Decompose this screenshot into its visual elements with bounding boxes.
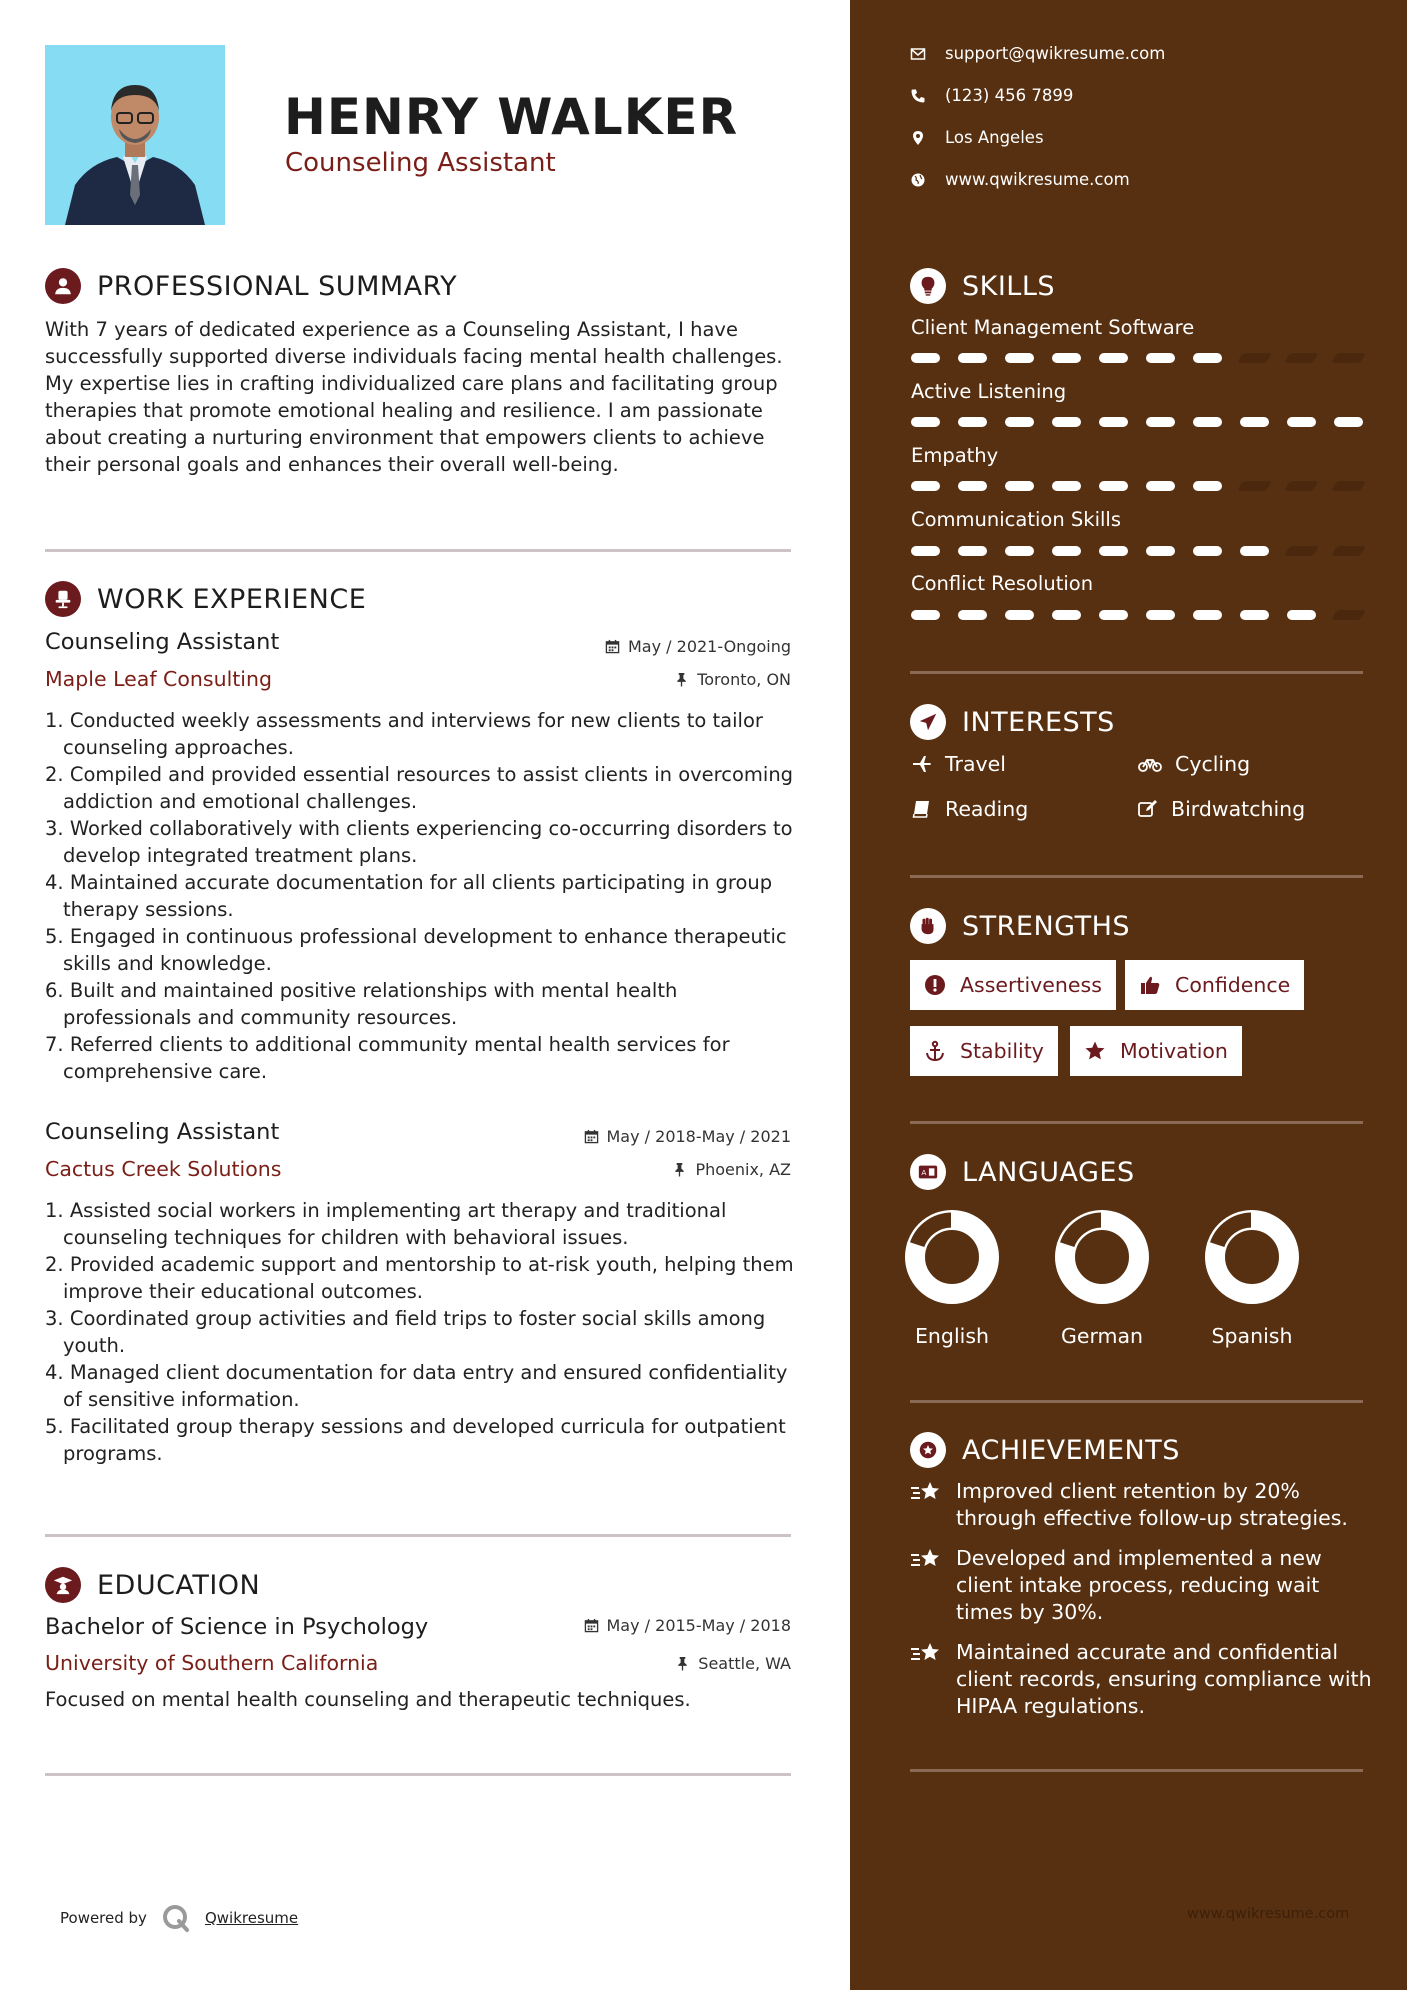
skill-dash [1193, 481, 1222, 491]
skill-dash [1052, 610, 1081, 620]
contact-website: www.qwikresume.com [910, 170, 1130, 189]
svg-text:A: A [921, 1168, 927, 1178]
duty-list [45, 1197, 805, 1467]
skill-dash [1331, 610, 1366, 620]
skill-dash [1237, 353, 1272, 363]
summary-text: With 7 years of dedicated experience as a Counseling Assistant, I have successfully supported diverse individuals facing mental health challenges. My expertise lies in crafting individualized care plans and facilitating group therapies that promote emotional healing and resilience. I am passionate about creating a nurturing environment that empowers clients to achieve their personal goals and enhances their overall well-being. [45, 318, 783, 476]
list-item: Referred clients to additional community mental health services for comprehensive care. [63, 1033, 730, 1083]
phone-icon [910, 88, 926, 104]
skills-heading: SKILLS [910, 268, 1055, 304]
contact-email: support@qwikresume.com [910, 44, 1165, 63]
skill-dash [1146, 417, 1175, 427]
skill-dash [958, 353, 987, 363]
skill-dash [1240, 546, 1269, 556]
skill-dash [911, 610, 940, 620]
skill-dash [1052, 546, 1081, 556]
skill-dash [1193, 417, 1222, 427]
pin-icon [672, 1162, 687, 1177]
calendar-icon [605, 639, 620, 654]
skill-dash [1005, 610, 1034, 620]
skill-dash [1146, 481, 1175, 491]
divider [910, 1121, 1363, 1124]
skill-name: Empathy [911, 444, 999, 467]
strength-badge: Assertiveness [910, 960, 1116, 1010]
languages-heading: A LANGUAGES [910, 1154, 1135, 1190]
list-item: Built and maintained positive relationships with mental health professionals and community resources. [63, 979, 678, 1029]
skill-dash [1284, 546, 1319, 556]
skill-dash [1331, 353, 1366, 363]
skill-dash [1331, 481, 1366, 491]
skill-level [911, 481, 1381, 491]
strengths-heading: STRENGTHS [910, 908, 1130, 944]
achievement-item: Improved client retention by 20% through effective follow-up strategies. [910, 1478, 1380, 1532]
award-icon [910, 1432, 946, 1468]
education-location: Seattle, WA [675, 1654, 791, 1673]
skill-level [911, 353, 1381, 363]
skill-name: Conflict Resolution [911, 572, 1094, 595]
skill-dash [1099, 546, 1128, 556]
skill-level [911, 610, 1381, 620]
list-item: Coordinated group activities and field trips to foster social skills among youth. [63, 1307, 766, 1357]
strength-badge: Confidence [1125, 960, 1304, 1010]
skill-dash [1005, 417, 1034, 427]
footer-url: www.qwikresume.com [1187, 1906, 1350, 1922]
skill-dash [911, 353, 940, 363]
job-location: Phoenix, AZ [672, 1160, 791, 1179]
skill-dash [1287, 417, 1316, 427]
plane-icon [911, 754, 933, 774]
translate-icon [910, 1154, 946, 1190]
divider [45, 549, 791, 552]
list-item: Engaged in continuous professional development to enhance therapeutic skills and knowledge. [63, 925, 787, 975]
skill-dash [1237, 481, 1272, 491]
pin-icon [675, 1656, 690, 1671]
interest-birdwatching: Birdwatching [1137, 797, 1305, 821]
list-item: Assisted social workers in implementing art therapy and traditional counseling techniques for children with behavioral issues. [63, 1199, 727, 1249]
experience-heading: WORK EXPERIENCE [45, 581, 366, 617]
language-name: German [1060, 1324, 1144, 1348]
contact-location: Los Angeles [910, 128, 1044, 147]
job-dates: May / 2018-May / 2021 [584, 1127, 792, 1146]
skill-dash [958, 481, 987, 491]
skill-dash [911, 417, 940, 427]
language-name: Spanish [1211, 1324, 1293, 1348]
candidate-title: Counseling Assistant [285, 148, 556, 178]
skill-dash [1193, 610, 1222, 620]
skill-dash [958, 417, 987, 427]
duty-list [45, 707, 805, 1085]
skill-dash [1287, 610, 1316, 620]
map-marker-icon [910, 130, 926, 146]
list-item: Provided academic support and mentorship to at-risk youth, helping them improve their educational outcomes. [63, 1253, 794, 1303]
company-name: Cactus Creek Solutions [45, 1157, 282, 1181]
job-location: Toronto, ON [674, 670, 791, 689]
skill-level [911, 417, 1381, 427]
skill-dash [1331, 546, 1366, 556]
education-heading: EDUCATION [45, 1567, 260, 1603]
education-dates: May / 2015-May / 2018 [584, 1616, 792, 1635]
skill-dash [1005, 546, 1034, 556]
divider [910, 671, 1363, 674]
strength-badge: Stability [910, 1026, 1058, 1076]
contact-phone: (123) 456 7899 [910, 86, 1073, 105]
skill-dash [958, 546, 987, 556]
calendar-icon [584, 1129, 599, 1144]
job-title: Counseling Assistant [45, 1119, 280, 1145]
skill-dash [1099, 610, 1128, 620]
shooting-star-icon [910, 1478, 944, 1508]
degree-title: Bachelor of Science in Psychology [45, 1614, 429, 1640]
summary-heading: PROFESSIONAL SUMMARY [45, 268, 457, 304]
chair-icon [45, 581, 81, 617]
list-item: Managed client documentation for data entry and ensured confidentiality of sensitive information. [63, 1361, 788, 1411]
education-description: Focused on mental health counseling and therapeutic techniques. [45, 1688, 691, 1711]
skill-dash [911, 546, 940, 556]
skill-dash [1052, 353, 1081, 363]
skill-dash [1146, 610, 1175, 620]
skill-name: Client Management Software [911, 316, 1195, 339]
qwikresume-link[interactable]: Qwikresume [204, 1909, 299, 1927]
list-item: Worked collaboratively with clients experiencing co-occurring disorders to develop integrated treatment plans. [63, 817, 793, 867]
skill-dash [1193, 353, 1222, 363]
powered-by: Powered by Qwikresume [60, 1903, 298, 1933]
achievement-item: Developed and implemented a new client intake process, reducing wait times by 30%. [910, 1545, 1380, 1626]
calendar-icon [584, 1618, 599, 1633]
edit-icon [1137, 799, 1159, 819]
skill-dash [1334, 417, 1363, 427]
achievement-item: Maintained accurate and confidential client records, ensuring compliance with HIPAA regulations. [910, 1639, 1380, 1720]
job-title: Counseling Assistant [45, 629, 280, 655]
divider [910, 875, 1363, 878]
skill-dash [1005, 481, 1034, 491]
language-item [1047, 1210, 1157, 1348]
job-dates: May / 2021-Ongoing [605, 637, 791, 656]
skill-dash [1052, 481, 1081, 491]
paper-plane-icon [910, 704, 946, 740]
profile-photo [45, 45, 225, 225]
skill-dash [1240, 417, 1269, 427]
divider [910, 1769, 1363, 1772]
shooting-star-icon [910, 1545, 944, 1575]
language-ring [905, 1210, 999, 1304]
envelope-icon [910, 46, 926, 62]
skill-dash [1193, 546, 1222, 556]
skill-name: Active Listening [911, 380, 1067, 403]
lightbulb-icon [910, 268, 946, 304]
bicycle-icon [1137, 754, 1163, 774]
list-item: Facilitated group therapy sessions and developed curricula for outpatient programs. [63, 1415, 786, 1465]
skill-dash [958, 610, 987, 620]
skill-dash [1099, 417, 1128, 427]
anchor-icon [924, 1040, 946, 1062]
pin-icon [674, 672, 689, 687]
skill-dash [1052, 417, 1081, 427]
skill-name: Communication Skills [911, 508, 1121, 531]
achievements-heading: ACHIEVEMENTS [910, 1432, 1180, 1468]
interest-reading: Reading [911, 797, 1028, 821]
skill-dash [1005, 353, 1034, 363]
exclamation-icon [924, 974, 946, 996]
list-item: Conducted weekly assessments and interviews for new clients to tailor counseling approaches. [63, 709, 763, 759]
company-name: Maple Leaf Consulting [45, 667, 273, 691]
sidebar [850, 0, 1407, 1990]
list-item: Maintained accurate documentation for all clients participating in group therapy sessions. [63, 871, 773, 921]
school-name: University of Southern California [45, 1651, 379, 1675]
shooting-star-icon [910, 1639, 944, 1669]
interests-heading: INTERESTS [910, 704, 1115, 740]
fist-icon [910, 908, 946, 944]
globe-icon [910, 172, 926, 188]
book-icon [911, 799, 933, 819]
skill-dash [1146, 353, 1175, 363]
graduate-icon [45, 1567, 81, 1603]
user-icon [45, 268, 81, 304]
language-item [897, 1210, 1007, 1348]
language-ring [1205, 1210, 1299, 1304]
skill-dash [1284, 481, 1319, 491]
skill-level [911, 546, 1381, 556]
divider [45, 1773, 791, 1776]
skill-dash [1099, 353, 1128, 363]
skill-dash [1240, 610, 1269, 620]
strength-badge: Motivation [1070, 1026, 1242, 1076]
list-item: Compiled and provided essential resources to assist clients in overcoming addiction and emotional challenges. [63, 763, 794, 813]
divider [45, 1534, 791, 1537]
qwikresume-logo-icon [161, 1903, 191, 1933]
thumbs-up-icon [1139, 974, 1161, 996]
skill-dash [911, 481, 940, 491]
language-ring [1055, 1210, 1149, 1304]
interest-travel: Travel [911, 752, 1006, 776]
interest-cycling: Cycling [1137, 752, 1250, 776]
language-name: English [914, 1324, 990, 1348]
divider [910, 1400, 1363, 1403]
skill-dash [1284, 353, 1319, 363]
language-item [1197, 1210, 1307, 1348]
skill-dash [1099, 481, 1128, 491]
star-icon [1084, 1040, 1106, 1062]
skill-dash [1146, 546, 1175, 556]
candidate-name: HENRY WALKER [284, 88, 739, 146]
